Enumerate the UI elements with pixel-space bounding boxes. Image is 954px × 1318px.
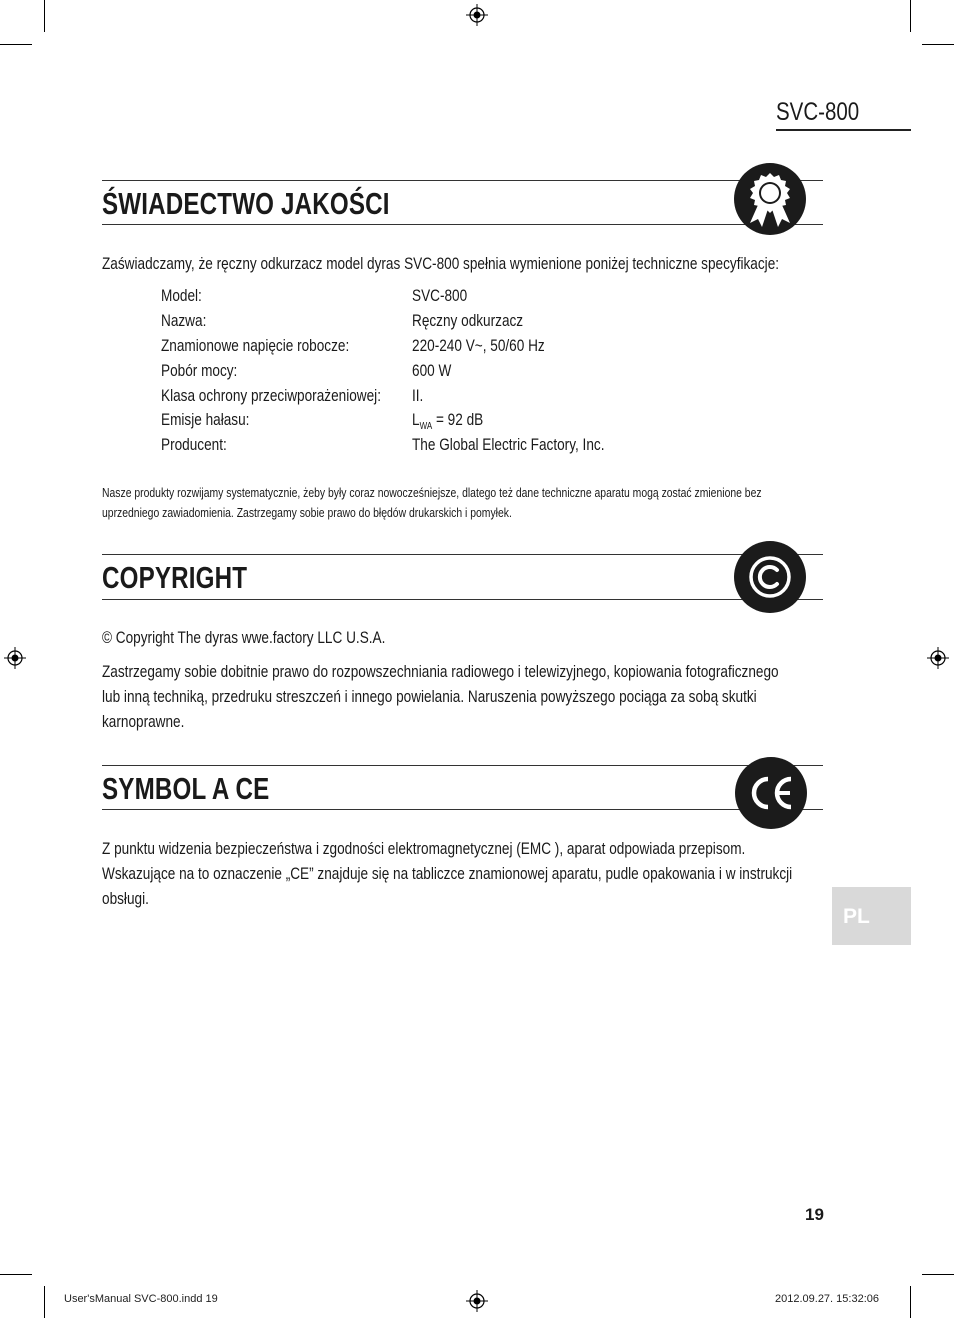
crop-mark bbox=[910, 1286, 911, 1318]
crop-mark bbox=[910, 0, 911, 32]
award-rosette-icon bbox=[734, 163, 806, 235]
section-rule-bottom bbox=[102, 599, 823, 600]
crop-mark bbox=[922, 1274, 954, 1275]
spec-note-line: uprzedniego zawiadomienia. Zastrzegamy sobie prawo do błędów drukarskich i pomyłek. bbox=[102, 505, 512, 520]
section-rule-top bbox=[102, 765, 823, 766]
spec-label: Klasa ochrony przeciwporażeniowej: bbox=[161, 386, 381, 405]
registration-mark-icon bbox=[4, 647, 26, 669]
copyright-body-line: Zastrzegamy sobie dobitnie prawo do rozpowszechniania radiowego i telewizyjnego, kopiowania fotograficznego bbox=[102, 662, 779, 681]
registration-mark-icon bbox=[466, 4, 488, 26]
noise-level: = 92 dB bbox=[432, 410, 484, 429]
crop-mark bbox=[922, 44, 954, 45]
spec-value: 600 W bbox=[412, 361, 452, 380]
section-title-ce: SYMBOL A CE bbox=[102, 771, 270, 806]
section-rule-bottom bbox=[102, 809, 823, 810]
language-tab bbox=[832, 887, 911, 945]
noise-subscript: WA bbox=[419, 421, 433, 432]
spec-label: Znamionowe napięcie robocze: bbox=[161, 336, 350, 355]
section-title-quality: ŚWIADECTWO JAKOŚCI bbox=[102, 186, 390, 221]
spec-value: II. bbox=[412, 386, 424, 405]
spec-value: SVC-800 bbox=[412, 286, 468, 305]
spec-label: Pobór mocy: bbox=[161, 361, 238, 380]
ce-body-line: obsługi. bbox=[102, 889, 149, 908]
model-code-header: SVC-800 bbox=[776, 98, 860, 126]
spec-value-noise bbox=[412, 410, 483, 432]
copyright-body-line: karnoprawne. bbox=[102, 712, 185, 731]
crop-mark bbox=[0, 44, 32, 45]
section-rule-top bbox=[102, 554, 823, 555]
ce-body-line: Z punktu widzenia bezpieczeństwa i zgodności elektromagnetycznej (EMC ), aparat odpowiada przepisom. bbox=[102, 839, 746, 858]
footer-timestamp: 2012.09.27. 15:32:06 bbox=[775, 1293, 879, 1305]
quality-intro: Zaświadczamy, że ręczny odkurzacz model dyras SVC-800 spełnia wymienione poniżej techniczne specyfikacje: bbox=[102, 254, 780, 273]
noise-symbol: L bbox=[412, 410, 420, 429]
crop-mark bbox=[0, 1274, 32, 1275]
registration-mark-icon bbox=[466, 1290, 488, 1312]
spec-value: Ręczny odkurzacz bbox=[412, 311, 524, 330]
footer-file-info: User'sManual SVC-800.indd 19 bbox=[64, 1293, 218, 1305]
language-tab-label: PL bbox=[843, 905, 870, 928]
copyright-line: © Copyright The dyras wwe.factory LLC U.S.A. bbox=[102, 628, 386, 647]
spec-note-line: Nasze produkty rozwijamy systematycznie, żeby były coraz nowocześniejsze, dlatego też dane techniczne aparatu mogą zostać zmienione bez bbox=[102, 485, 762, 500]
registration-mark-icon bbox=[927, 647, 949, 669]
spec-value: The Global Electric Factory, Inc. bbox=[412, 435, 605, 454]
spec-value: 220-240 V~, 50/60 Hz bbox=[412, 336, 545, 355]
spec-label: Nazwa: bbox=[161, 311, 207, 330]
header-underline bbox=[776, 129, 911, 131]
spec-label: Producent: bbox=[161, 435, 227, 454]
section-title-copyright: COPYRIGHT bbox=[102, 560, 248, 595]
crop-mark bbox=[44, 0, 45, 32]
ce-body-line: Wskazujące na to oznaczenie „CE” znajduje się na tabliczce znamionowej aparatu, pudle opakowania i w instrukcji bbox=[102, 864, 793, 883]
ce-mark-icon bbox=[735, 757, 807, 829]
crop-mark bbox=[44, 1286, 45, 1318]
copyright-body-line: lub inną techniką, przedruku streszczeń i innego powielania. Naruszenia powyższego pociąga za sobą skutki bbox=[102, 687, 757, 706]
spec-label: Model: bbox=[161, 286, 202, 305]
section-rule-bottom bbox=[102, 224, 823, 225]
spec-label: Emisje hałasu: bbox=[161, 410, 250, 429]
copyright-icon bbox=[734, 541, 806, 613]
page-number: 19 bbox=[805, 1205, 824, 1224]
section-rule-top bbox=[102, 180, 823, 181]
